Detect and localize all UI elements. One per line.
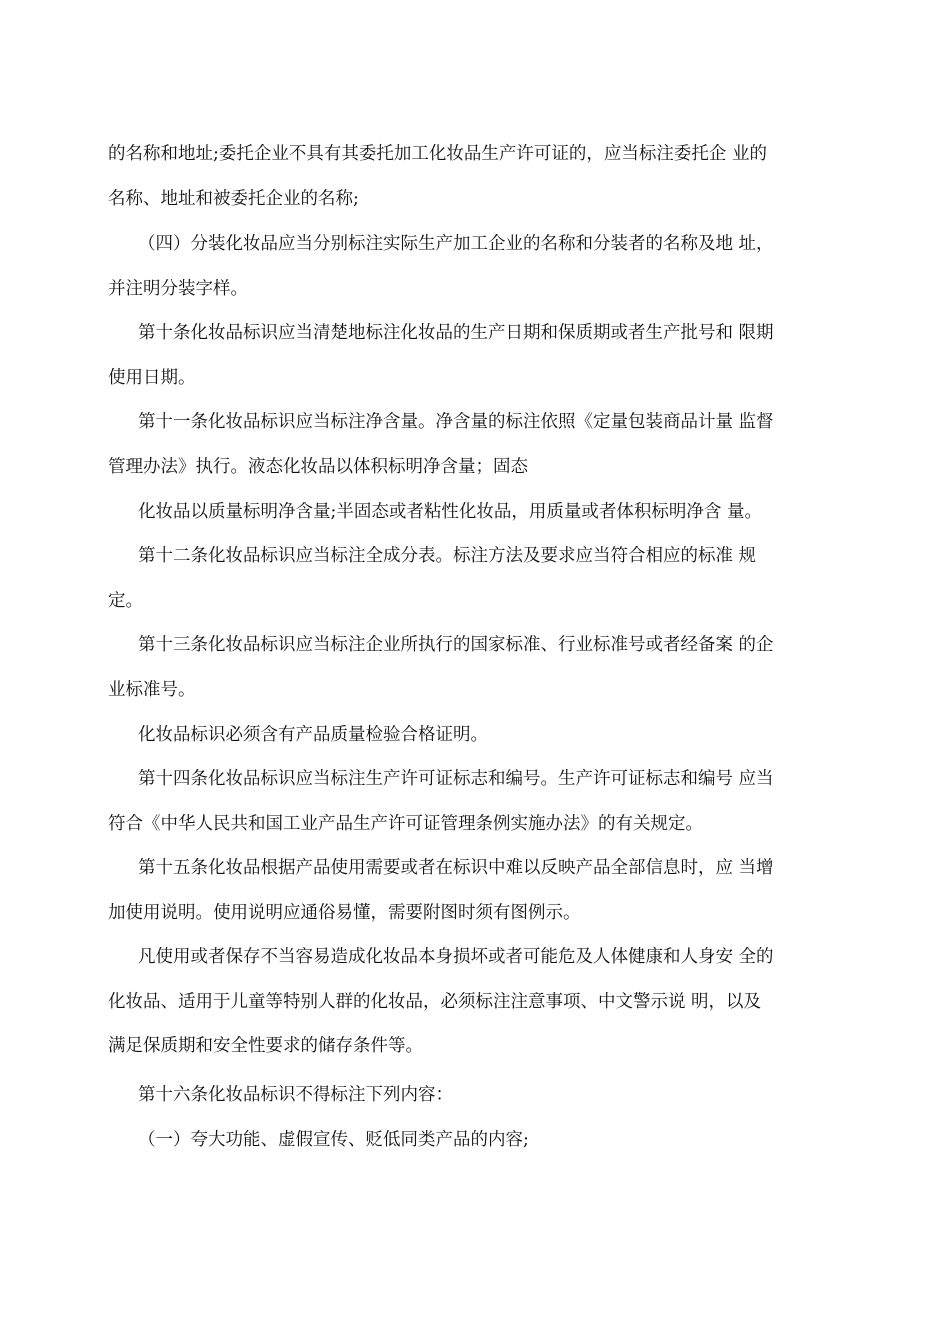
text-line: 凡使用或者保存不当容易造成化妆品本身损坏或者可能危及人体健康和人身安 全的 <box>138 947 774 967</box>
text-line: 定。 <box>108 591 143 611</box>
text-line: 并注明分装字样。 <box>108 279 248 299</box>
text-line: 满足保质期和安全性要求的储存条件等。 <box>108 1036 423 1056</box>
text-line: 化妆品以质量标明净含量;半固态或者粘性化妆品，用质量或者体积标明净含 量。 <box>138 502 762 522</box>
text-line: 化妆品、适用于儿童等特别人群的化妆品，必须标注注意事项、中文警示说 明，以及 <box>108 992 762 1012</box>
text-line: 第十四条化妆品标识应当标注生产许可证标志和编号。生产许可证标志和编号 应当 <box>138 769 774 789</box>
text-line: 第十一条化妆品标识应当标注净含量。净含量的标注依照《定量包装商品计量 监督 <box>138 412 774 432</box>
text-line: 业标准号。 <box>108 680 196 700</box>
text-line: 符合《中华人民共和国工业产品生产许可证管理条例实施办法》的有关规定。 <box>108 814 703 834</box>
text-line: 化妆品标识必须含有产品质量检验合格证明。 <box>138 725 488 745</box>
text-line: 的名称和地址;委托企业不具有其委托加工化妆品生产许可证的，应当标注委托企 业的 <box>108 144 767 164</box>
text-line: 第十六条化妆品标识不得标注下列内容： <box>138 1085 453 1105</box>
text-line: 加使用说明。使用说明应通俗易懂，需要附图时须有图例示。 <box>108 903 581 923</box>
text-line: 使用日期。 <box>108 368 196 388</box>
text-line: 第十条化妆品标识应当清楚地标注化妆品的生产日期和保质期或者生产批号和 限期 <box>138 323 774 343</box>
text-line: 第十五条化妆品根据产品使用需要或者在标识中难以反映产品全部信息时，应 当增 <box>138 858 774 878</box>
text-line: 第十二条化妆品标识应当标注全成分表。标注方法及要求应当符合相应的标准 规 <box>138 546 757 566</box>
text-line: 名称、地址和被委托企业的名称; <box>108 189 359 209</box>
text-line: 管理办法》执行。液态化妆品以体积标明净含量；固态 <box>108 457 528 477</box>
text-line: 第十三条化妆品标识应当标注企业所执行的国家标准、行业标准号或者经备案 的企 <box>138 635 774 655</box>
text-line: （四）分装化妆品应当分别标注实际生产加工企业的名称和分装者的名称及地 址， <box>138 234 774 254</box>
text-line: （一）夸大功能、虚假宣传、贬低同类产品的内容; <box>138 1130 529 1150</box>
